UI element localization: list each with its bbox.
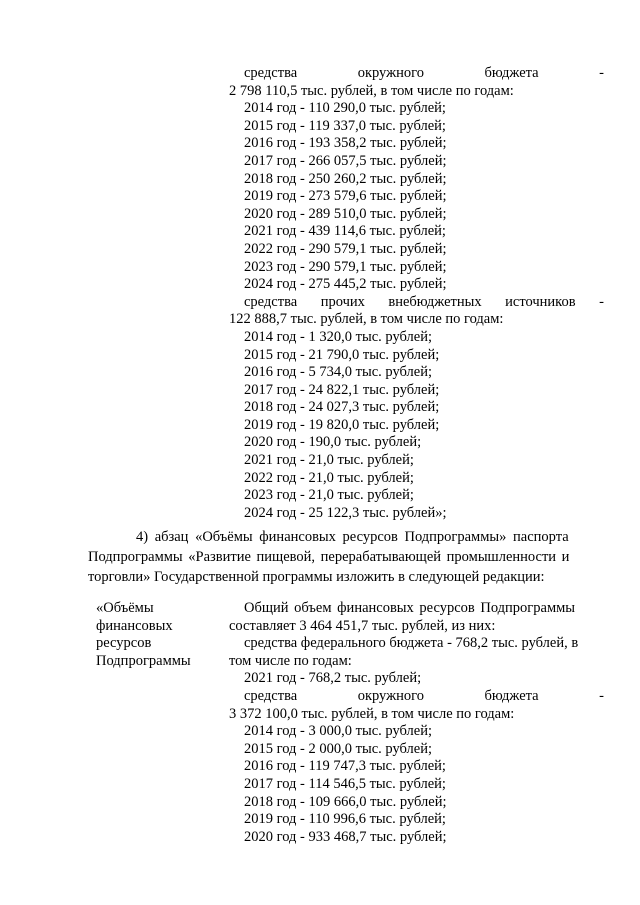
left-cell-line: Подпрограммы (96, 652, 191, 669)
word: - (599, 687, 604, 704)
year-line: 2016 год - 119 747,3 тыс. рублей; (244, 758, 446, 775)
year-line: 2022 год - 21,0 тыс. рублей; (244, 469, 414, 486)
year-line: 2014 год - 110 290,0 тыс. рублей; (244, 100, 446, 117)
okrug-budget-heading (229, 65, 604, 83)
year-line: 2017 год - 266 057,5 тыс. рублей; (244, 152, 447, 169)
year-line: 2023 год - 290 579,1 тыс. рублей; (244, 258, 447, 275)
word: окружного (357, 65, 424, 81)
year-line: 2022 год - 290 579,1 тыс. рублей; (244, 240, 447, 257)
year-line: 2024 год - 275 445,2 тыс. рублей; (244, 276, 447, 293)
year-line: 2018 год - 109 666,0 тыс. рублей; (244, 793, 447, 810)
left-cell-line: финансовых (96, 617, 173, 634)
federal-budget-line: средства федерального бюджета - 768,2 тыс. рублей, в (244, 635, 579, 652)
year-line: 2023 год - 21,0 тыс. рублей; (244, 487, 414, 504)
year-line: 2014 год - 3 000,0 тыс. рублей; (244, 723, 432, 740)
year-line: 2020 год - 190,0 тыс. рублей; (244, 434, 422, 451)
year-line: 2016 год - 5 734,0 тыс. рублей; (244, 364, 432, 381)
year-line: 2021 год - 768,2 тыс. рублей; (244, 670, 422, 687)
word: источников (505, 293, 576, 310)
table-left-cell (96, 600, 226, 670)
word: бюджета (484, 65, 539, 81)
table-right-cell (229, 600, 604, 846)
year-line: 2015 год - 119 337,0 тыс. рублей; (244, 117, 446, 134)
year-line: 2015 год - 2 000,0 тыс. рублей; (244, 740, 432, 757)
year-line: 2019 год - 19 820,0 тыс. рублей; (244, 416, 440, 433)
word: прочих (320, 293, 365, 310)
year-line: 2021 год - 439 114,6 тыс. рублей; (244, 223, 446, 240)
okrug-budget-heading (229, 688, 604, 706)
year-line: 2017 год - 114 546,5 тыс. рублей; (244, 775, 446, 792)
word: - (599, 65, 604, 81)
year-line: 2024 год - 25 122,3 тыс. рублей»; (244, 504, 447, 521)
year-line: 2018 год - 24 027,3 тыс. рублей; (244, 399, 440, 416)
paragraph-text: 4) абзац «Объёмы финансовых ресурсов Подпрограммы» паспорта (136, 529, 569, 545)
federal-budget-line: том числе по годам: (229, 652, 352, 669)
word: средства (244, 65, 298, 81)
year-line: 2015 год - 21 790,0 тыс. рублей; (244, 346, 440, 363)
word: внебюджетных (388, 293, 482, 310)
word: средства (244, 687, 298, 704)
top-funding-block (229, 65, 604, 522)
word: - (599, 293, 604, 310)
left-cell-line: ресурсов (96, 635, 152, 652)
paragraph-line: Подпрограммы «Развитие пищевой, перерабатывающей промышленности и (88, 549, 570, 565)
year-line: 2021 год - 21,0 тыс. рублей; (244, 452, 414, 469)
year-line: 2019 год - 273 579,6 тыс. рублей; (244, 188, 447, 205)
word: средства (244, 293, 298, 310)
year-line: 2019 год - 110 996,6 тыс. рублей; (244, 811, 446, 828)
paragraph-line (88, 527, 604, 547)
paragraph-line: торговли» Государственной программы изложить в следующей редакции: (88, 569, 545, 585)
total-intro-line: Общий объем финансовых ресурсов Подпрограммы (244, 600, 576, 616)
year-line: 2020 год - 289 510,0 тыс. рублей; (244, 205, 447, 222)
left-cell-line: «Объёмы (96, 600, 154, 616)
word: окружного (357, 687, 424, 704)
year-line: 2016 год - 193 358,2 тыс. рублей; (244, 135, 447, 152)
total-amount-line: составляет 3 464 451,7 тыс. рублей, из них: (229, 617, 496, 634)
year-line: 2018 год - 250 260,2 тыс. рублей; (244, 170, 447, 187)
year-line: 2014 год - 1 320,0 тыс. рублей; (244, 328, 432, 345)
amendment-paragraph (88, 527, 604, 587)
word: бюджета (484, 687, 539, 704)
year-line: 2017 год - 24 822,1 тыс. рублей; (244, 381, 440, 398)
other-sources-total: 122 888,7 тыс. рублей, в том числе по годам: (229, 311, 504, 328)
okrug-budget-total: 2 798 110,5 тыс. рублей, в том числе по годам: (229, 82, 514, 99)
year-line: 2020 год - 933 468,7 тыс. рублей; (244, 828, 447, 845)
okrug-budget-total: 3 372 100,0 тыс. рублей, в том числе по годам: (229, 705, 515, 722)
other-sources-heading (229, 294, 604, 312)
